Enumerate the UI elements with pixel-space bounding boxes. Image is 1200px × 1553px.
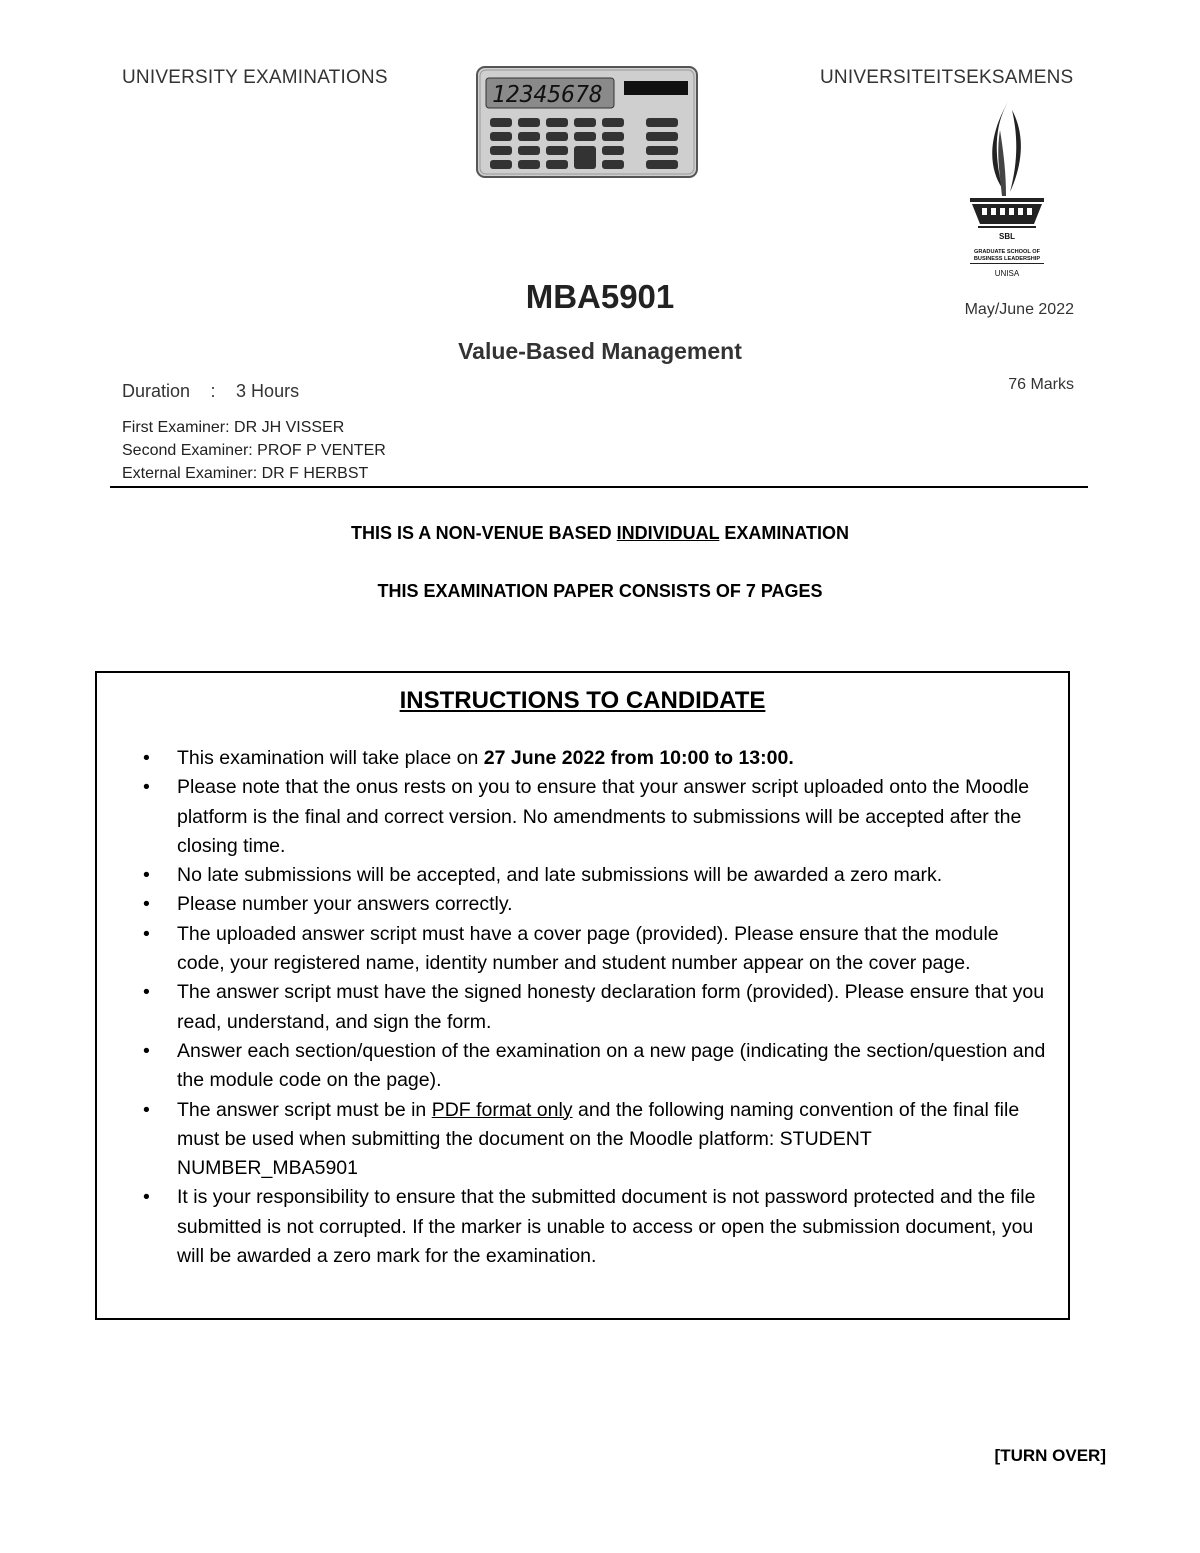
header-divider [110,486,1088,488]
list-item [97,1096,1068,1184]
second-examiner: Second Examiner: PROF P VENTER [122,442,386,459]
duration-separator: : [210,381,216,401]
notice-text-underlined: INDIVIDUAL [616,523,720,543]
notice-text-pre: THIS IS A NON-VENUE BASED [350,523,617,543]
instructions-title: INSTRUCTIONS TO CANDIDATE [399,687,766,714]
exam-type-notice [0,523,1200,544]
duration-value: 3 Hours [236,381,300,401]
header-left-title: UNIVERSITY EXAMINATIONS [122,67,388,88]
bullet-icon: • [143,922,150,945]
logo-line2: GRADUATE SCHOOL OF [974,249,1040,255]
notice-text-post: EXAMINATION [719,523,850,543]
list-item [97,978,1068,1037]
exam-datetime: 27 June 2022 from 10:00 to 13:00. [483,747,794,769]
logo-unisa: UNISA [994,269,1020,278]
bullet-icon: • [143,1039,150,1062]
list-item [97,861,1068,890]
module-name: Value-Based Management [458,338,742,364]
module-code: MBA5901 [525,278,675,315]
bullet-icon: • [143,1186,150,1209]
unisa-sbl-logo [962,100,1052,282]
item-text: Answer each section/question of the examination on a new page (indicating the section/question and the module code on the page). [177,1039,1046,1092]
duration-label: Duration [122,381,191,401]
first-examiner: First Examiner: DR JH VISSER [122,419,345,436]
bullet-icon: • [143,776,150,799]
examiners-block [122,416,386,485]
item-text: The answer script must have the signed honesty declaration form (provided). Please ensure that you read, understand, and sign the form. [177,981,1045,1033]
list-item [97,744,1068,773]
item-text: No late submissions will be accepted, and late submissions will be awarded a zero mark. [177,864,943,887]
item-text: Please note that the onus rests on you to ensure that your answer script uploaded onto the Moodle platform is the final and correct version. No amendments to submissions will be accepted after the closing time. [177,776,1030,857]
calculator-display: 12345678 [492,82,603,108]
bullet-icon: • [143,893,150,916]
header-right-title: UNIVERSITEITSEKSAMENS [820,67,1074,88]
exam-session: May/June 2022 [964,301,1074,318]
logo-line3: BUSINESS LEADERSHIP [973,256,1041,262]
list-item [97,773,1068,861]
pdf-format-note: PDF format only [431,1098,573,1121]
list-item [97,890,1068,919]
duration [122,381,299,402]
list-item [97,1037,1068,1096]
bullet-icon: • [143,1098,150,1121]
item-text: Please number your answers correctly. [177,893,513,916]
external-examiner: External Examiner: DR F HERBST [122,465,369,482]
logo-sbl: SBL [999,232,1015,241]
bullet-icon: • [143,747,150,769]
item-text: This examination will take place on [177,747,484,769]
item-text: The uploaded answer script must have a cover page (provided). Please ensure that the module code, your registered name, identity number and student number appear on the cover page. [177,922,999,975]
item-text: The answer script must be in [177,1098,432,1121]
turn-over-label: [TURN OVER] [994,1446,1106,1465]
bullet-icon: • [143,864,150,887]
page-count-notice: THIS EXAMINATION PAPER CONSISTS OF 7 PAGES [377,581,823,601]
calculator-icon [476,66,698,178]
bullet-icon: • [143,981,150,1004]
list-item [97,920,1068,979]
instructions-box [95,671,1070,1320]
item-text: and the following naming convention of the final file must be used when submitting the document on the Moodle platform: STUDENT NUMBER_MBA5901 [177,1098,1020,1180]
instructions-list [97,744,1068,1271]
list-item [97,1183,1068,1271]
total-marks: 76 Marks [1008,376,1074,393]
item-text: It is your responsibility to ensure that the submitted document is not password protected and the file submitted is not corrupted. If the marker is unable to access or open the submission document, you will be awarded a zero mark for the examination. [177,1186,1036,1268]
